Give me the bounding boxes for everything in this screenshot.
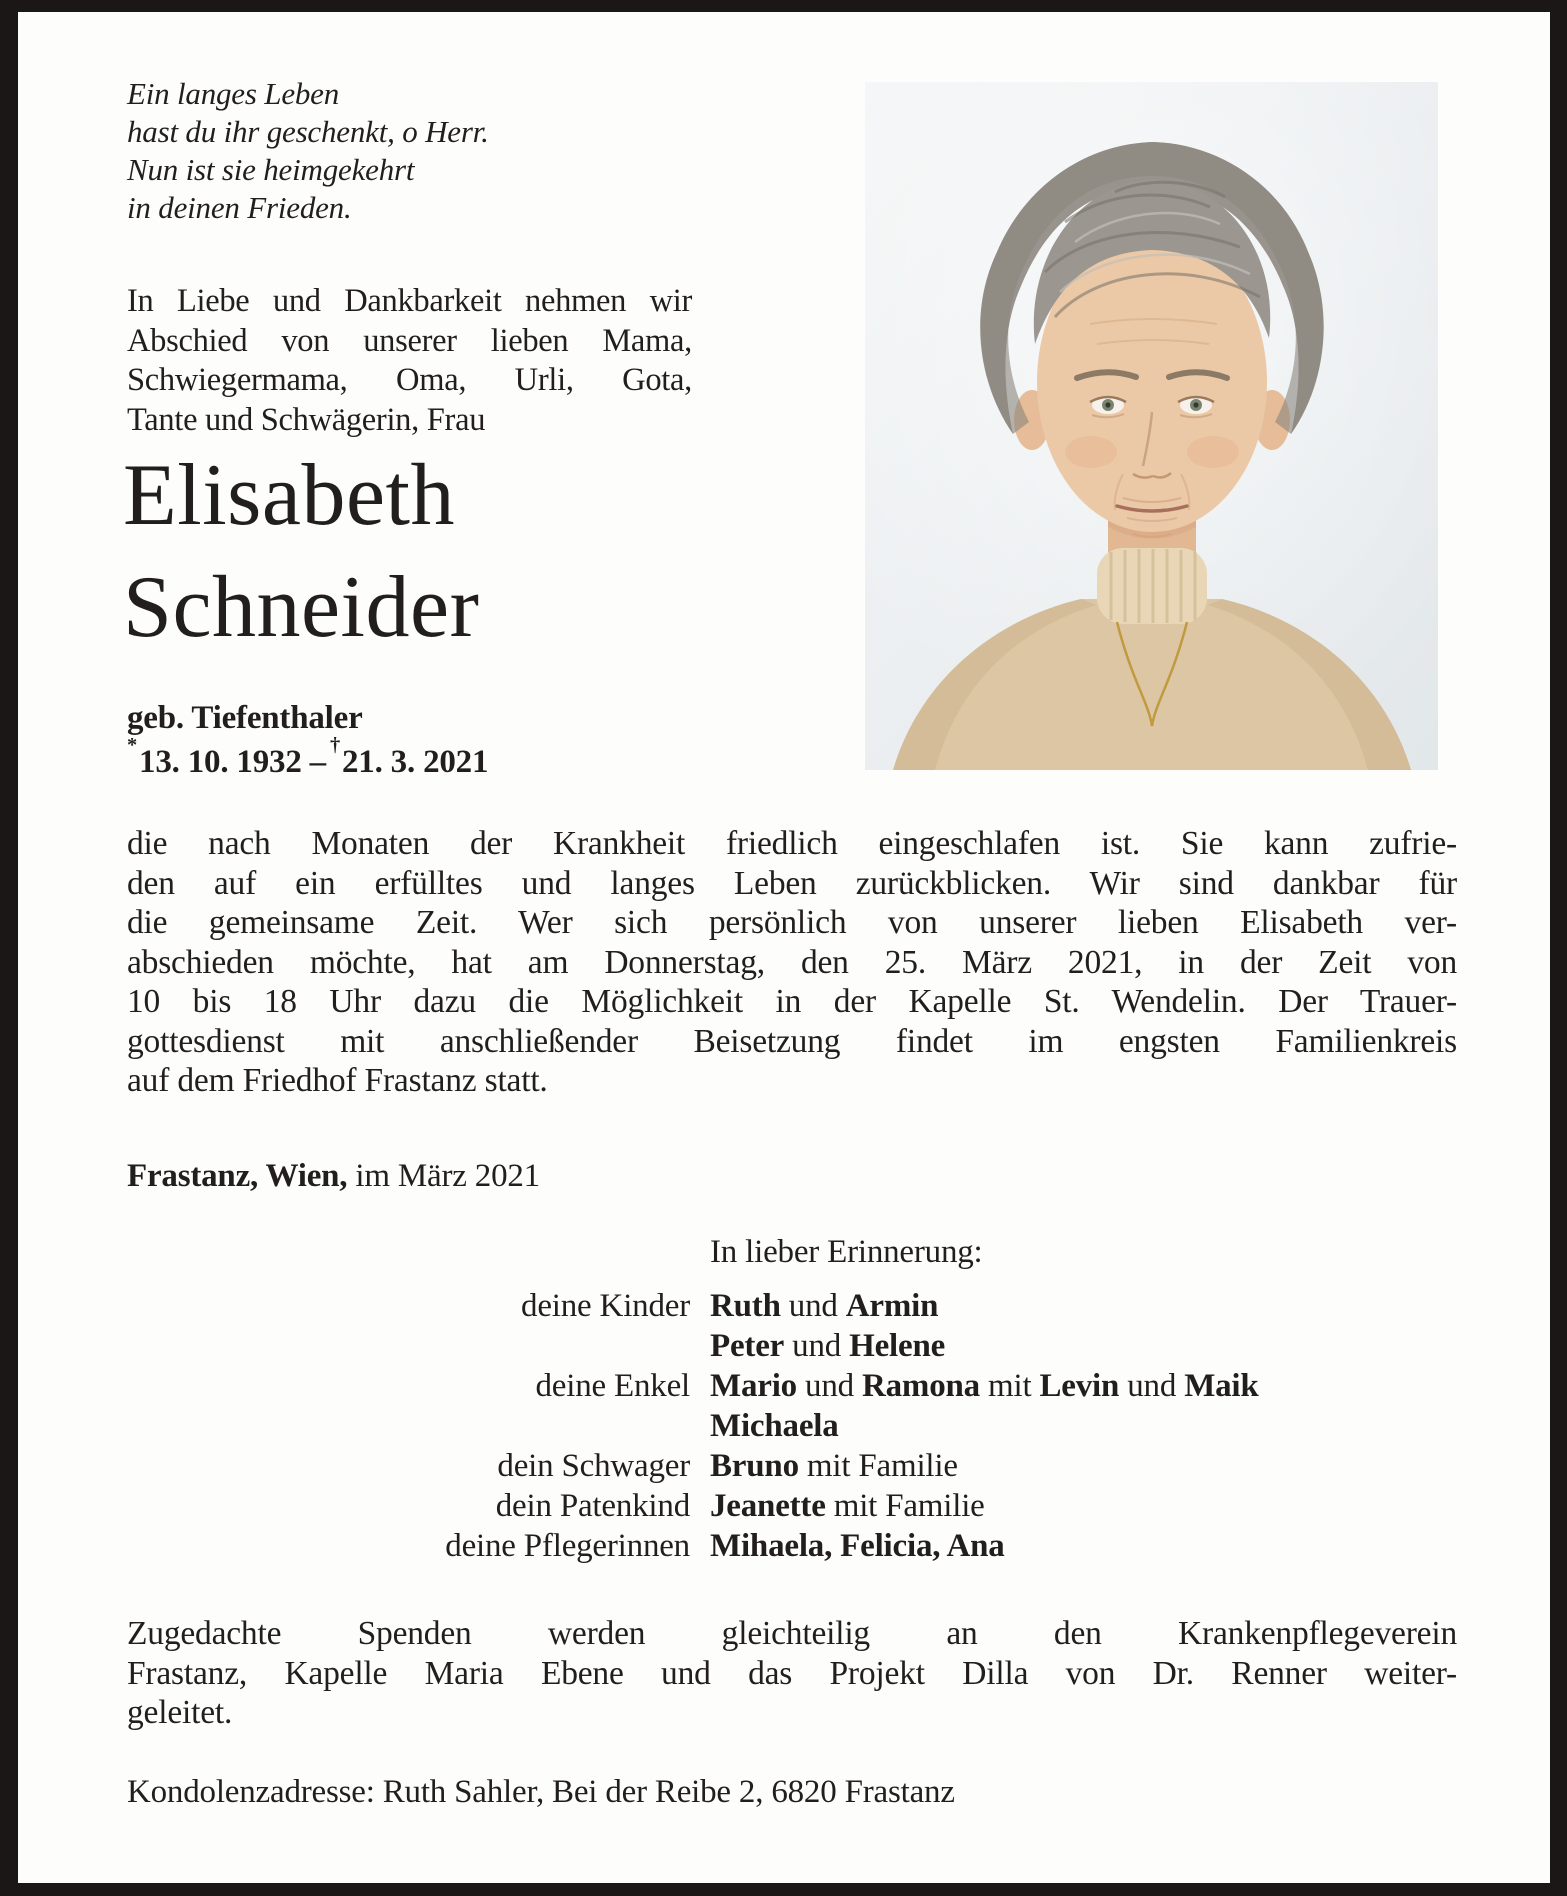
death-symbol: † <box>329 733 340 756</box>
poem-line: Ein langes Leben <box>127 76 340 111</box>
maiden-name: geb. Tiefenthaler <box>127 700 363 736</box>
turtleneck-collar <box>1097 548 1207 624</box>
remembrance-names: Ruth und Armin <box>710 1288 939 1324</box>
intro-paragraph <box>127 282 692 440</box>
donation-line: geleitet. <box>127 1694 233 1731</box>
deceased-first-name: Elisabeth <box>123 447 455 544</box>
dateline-date: im März 2021 <box>347 1158 540 1194</box>
remembrance-row <box>127 1526 1259 1566</box>
remembrance-names: Mario und Ramona mit Levin und Maik <box>710 1368 1259 1404</box>
remembrance-label: deine Pflegerinnen <box>445 1528 690 1564</box>
remembrance-label: dein Schwager <box>497 1448 690 1484</box>
dateline-places: Frastanz, Wien, <box>127 1158 348 1194</box>
remembrance-label <box>127 1326 690 1366</box>
donation-line: Zugedachte Spenden werden gleichteilig an den Krankenpflegeverein <box>127 1615 1457 1652</box>
portrait-illustration <box>865 82 1438 770</box>
poem-line: in deinen Frieden. <box>127 190 352 225</box>
body-line: die nach Monaten der Krankheit friedlich eingeschlafen ist. Sie kann zufrie- <box>127 825 1457 862</box>
intro-line: Abschied von unserer lieben Mama, <box>127 322 692 359</box>
birth-symbol: * <box>127 733 138 756</box>
remembrance-row <box>127 1326 1259 1366</box>
remembrance-label <box>127 1406 690 1446</box>
remembrance-names: Michaela <box>710 1408 839 1444</box>
remembrance-row <box>127 1286 1259 1326</box>
remembrance-list <box>127 1286 1259 1566</box>
remembrance-row <box>127 1406 1259 1446</box>
donation-line: Frastanz, Kapelle Maria Ebene und das Projekt Dilla von Dr. Renner weiter- <box>127 1654 1457 1692</box>
deceased-last-name: Schneider <box>123 559 480 656</box>
remembrance-label: dein Patenkind <box>495 1488 690 1524</box>
remembrance-names: Mihaela, Felicia, Ana <box>710 1528 1005 1564</box>
intro-line: Schwiegermama, Oma, Urli, Gota, <box>127 362 692 398</box>
poem-line: Nun ist sie heimgekehrt <box>127 152 415 187</box>
body-line: abschieden möchte, hat am Donnerstag, den 25. März 2021, in der Zeit von <box>127 943 1457 981</box>
portrait-photo <box>865 82 1438 770</box>
remembrance-names: Jeanette mit Familie <box>710 1488 985 1524</box>
intro-line: In Liebe und Dankbarkeit nehmen wir <box>127 283 692 319</box>
body-line: gottesdienst mit anschließender Beisetzung findet im engsten Familienkreis <box>127 1022 1457 1060</box>
place-dateline <box>127 1158 540 1195</box>
donation-paragraph <box>127 1614 1457 1733</box>
body-line: auf dem Friedhof Frastanz statt. <box>127 1062 548 1099</box>
poem-line: hast du ihr geschenkt, o Herr. <box>127 114 489 149</box>
dates-separator: – <box>309 744 326 780</box>
death-date: 21. 3. 2021 <box>341 744 489 780</box>
condolence-address: Kondolenzadresse: Ruth Sahler, Bei der Reibe 2, 6820 Frastanz <box>127 1774 955 1810</box>
remembrance-row <box>127 1366 1259 1406</box>
obituary-sheet <box>18 12 1550 1883</box>
remembrance-heading: In lieber Erinnerung: <box>710 1234 983 1270</box>
body-line: den auf ein erfülltes und langes Leben zurückblicken. Wir sind dankbar für <box>127 864 1457 902</box>
poem <box>127 75 489 227</box>
deceased-name <box>123 440 479 664</box>
remembrance-label: deine Enkel <box>535 1368 690 1404</box>
remembrance-row <box>127 1486 1259 1526</box>
obituary-body <box>127 824 1457 1101</box>
life-dates <box>127 733 489 781</box>
intro-line: Tante und Schwägerin, Frau <box>127 401 486 438</box>
body-line: 10 bis 18 Uhr dazu die Möglichkeit in der Kapelle St. Wendelin. Der Trauer- <box>127 983 1457 1020</box>
remembrance-label: deine Kinder <box>521 1288 690 1324</box>
remembrance-names: Bruno mit Familie <box>710 1448 958 1484</box>
body-line: die gemeinsame Zeit. Wer sich persönlich von unserer lieben Elisabeth ver- <box>127 904 1457 941</box>
remembrance-names: Peter und Helene <box>710 1328 946 1364</box>
remembrance-row <box>127 1446 1259 1486</box>
birth-date: 13. 10. 1932 <box>139 744 302 780</box>
